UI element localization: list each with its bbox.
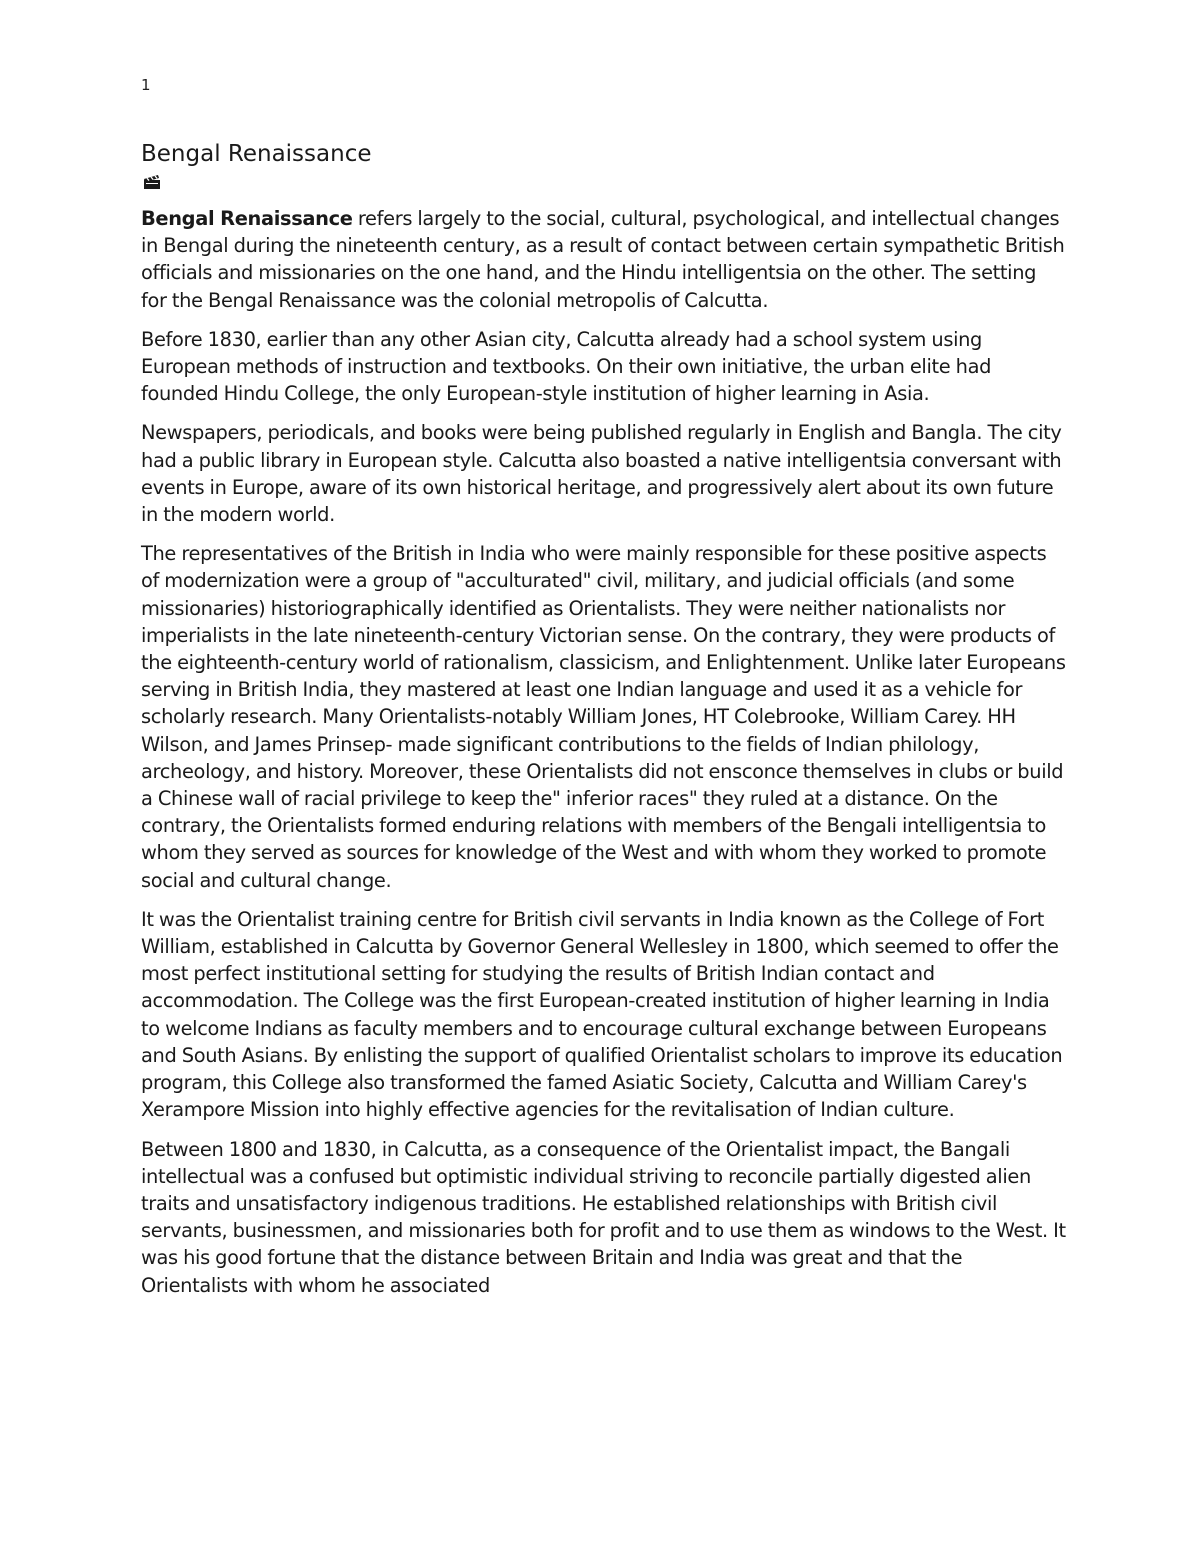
page-title: Bengal Renaissance	[141, 141, 372, 167]
lead-term: Bengal Renaissance	[141, 207, 353, 230]
page-number: 1	[141, 76, 151, 94]
paragraph: Before 1830, earlier than any other Asian city, Calcutta already had a school system using European methods of instruction and textbooks. On their own initiative, the urban elite had founded Hindu College, the only European-style institution of higher learning in Asia.	[141, 327, 992, 406]
article-body	[141, 205, 1066, 1311]
paragraph: Between 1800 and 1830, in Calcutta, as a consequence of the Orientalist impact, the Bangali intellectual was a confused but optimistic individual striving to reconcile partially digested alien traits and unsatisfactory indigenous traditions. He established relationships with British civil servants, businessmen, and missionaries both for profit and to use them as windows to the West. It was his good fortune that the distance between Britain and India was great and that the Orientalists with whom he associated	[141, 1137, 1066, 1297]
paragraph: It was the Orientalist training centre for British civil servants in India known as the College of Fort William, established in Calcutta by Governor General Wellesley in 1800, which seemed to offer the most perfect institutional setting for studying the results of British Indian contact and accommodation. The College was the first European-created institution of higher learning in India to welcome Indians as faculty members and to encourage cultural exchange between Europeans and South Asians. By enlisting the support of qualified Orientalist scholars to improve its education program, this College also transformed the famed Asiatic Society, Calcutta and William Carey's Xerampore Mission into highly effective agencies for the revitalisation of Indian culture.	[141, 907, 1063, 1122]
paragraph: Newspapers, periodicals, and books were being published regularly in English and Bangla. The city had a public library in European style. Calcutta also boasted a native intelligentsia conversant with events in Europe, aware of its own historical heritage, and progressively alert about its own future in the modern world.	[141, 421, 1062, 527]
clapperboard-icon	[143, 174, 161, 190]
paragraph: The representatives of the British in India who were mainly responsible for these positive aspects of modernization were a group of "acculturated" civil, military, and judicial officials (and some missionaries) historiographically identified as Orientalists. They were neither nationalists nor imperialists in the late nineteenth-century Victorian sense. On the contrary, they were products of the eighteenth-century world of rationalism, classicism, and Enlightenment. Unlike later Europeans serving in British India, they mastered at least one Indian language and used it as a vehicle for scholarly research. Many Orientalists-notably William Jones, HT Colebrooke, William Carey. HH Wilson, and James Prinsep- made significant contributions to the fields of Indian philology, archeology, and history. Moreover, these Orientalists did not ensconce themselves in clubs or build a Chinese wall of racial privilege to keep the" inferior races" they ruled at a distance. On the contrary, the Orientalists formed enduring relations with members of the Bengali intelligentsia to whom they served as sources for knowledge of the West and with whom they worked to promote social and cultural change.	[141, 542, 1066, 892]
intro-text: refers largely to the social, cultural, psychological, and intellectual changes in Bengal during the nineteenth century, as a result of contact between certain sympathetic British officials and missionaries on the one hand, and the Hindu intelligentsia on the other. The setting for the Bengal Renaissance was the colonial metropolis of Calcutta.	[141, 207, 1065, 312]
intro-paragraph	[141, 205, 1066, 314]
